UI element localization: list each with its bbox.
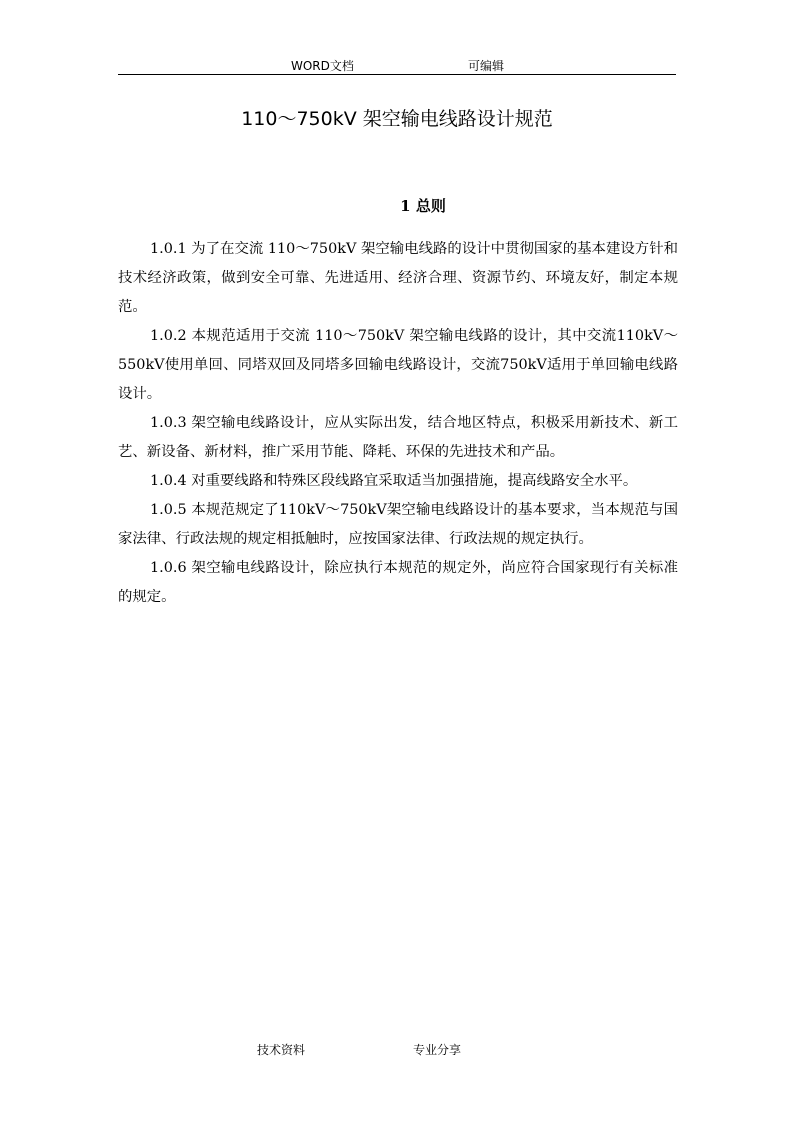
chapter-title: 1 总则 [400,197,446,215]
page-header [118,56,676,75]
paragraph-1-0-6: 1.0.6 架空输电线路设计，除应执行本规范的规定外，尚应符合国家现行有关标准的规定。 [118,560,678,605]
paragraph-1-0-3: 1.0.3 架空输电线路设计，应从实际出发，结合地区特点，积极采用新技术、新工艺、新设备、新材料，推广采用节能、降耗、环保的先进技术和产品。 [118,415,678,460]
footer-right-text: 专业分享 [413,1043,462,1057]
footer-left-text: 技术资料 [257,1043,306,1057]
paragraph-1-0-1: 1.0.1 为了在交流 110～750kV 架空输电线路的设计中贯彻国家的基本建设方针和技术经济政策，做到安全可靠、先进适用、经济合理、资源节约、环境友好，制定本规范。 [118,241,678,315]
paragraph-1-0-2: 1.0.2 本规范适用于交流 110～750kV 架空输电线路的设计，其中交流110kV～550kV使用单回、同塔双回及同塔多回输电线路设计，交流750kV适用于单回输电线路设计。 [118,328,678,402]
document-body [118,235,678,612]
paragraph-1-0-5: 1.0.5 本规范规定了110kV～750kV架空输电线路设计的基本要求，当本规范与国家法律、行政法规的规定相抵触时，应按国家法律、行政法规的规定执行。 [118,502,678,547]
paragraph-1-0-4: 1.0.4 对重要线路和特殊区段线路宜采取适当加强措施，提高线路安全水平。 [150,473,638,489]
page-footer [0,1041,794,1059]
document-title: 110～750kV 架空输电线路设计规范 [241,108,553,130]
header-right-text: 可编辑 [468,59,505,73]
header-left-text: WORD文档 [291,59,354,73]
